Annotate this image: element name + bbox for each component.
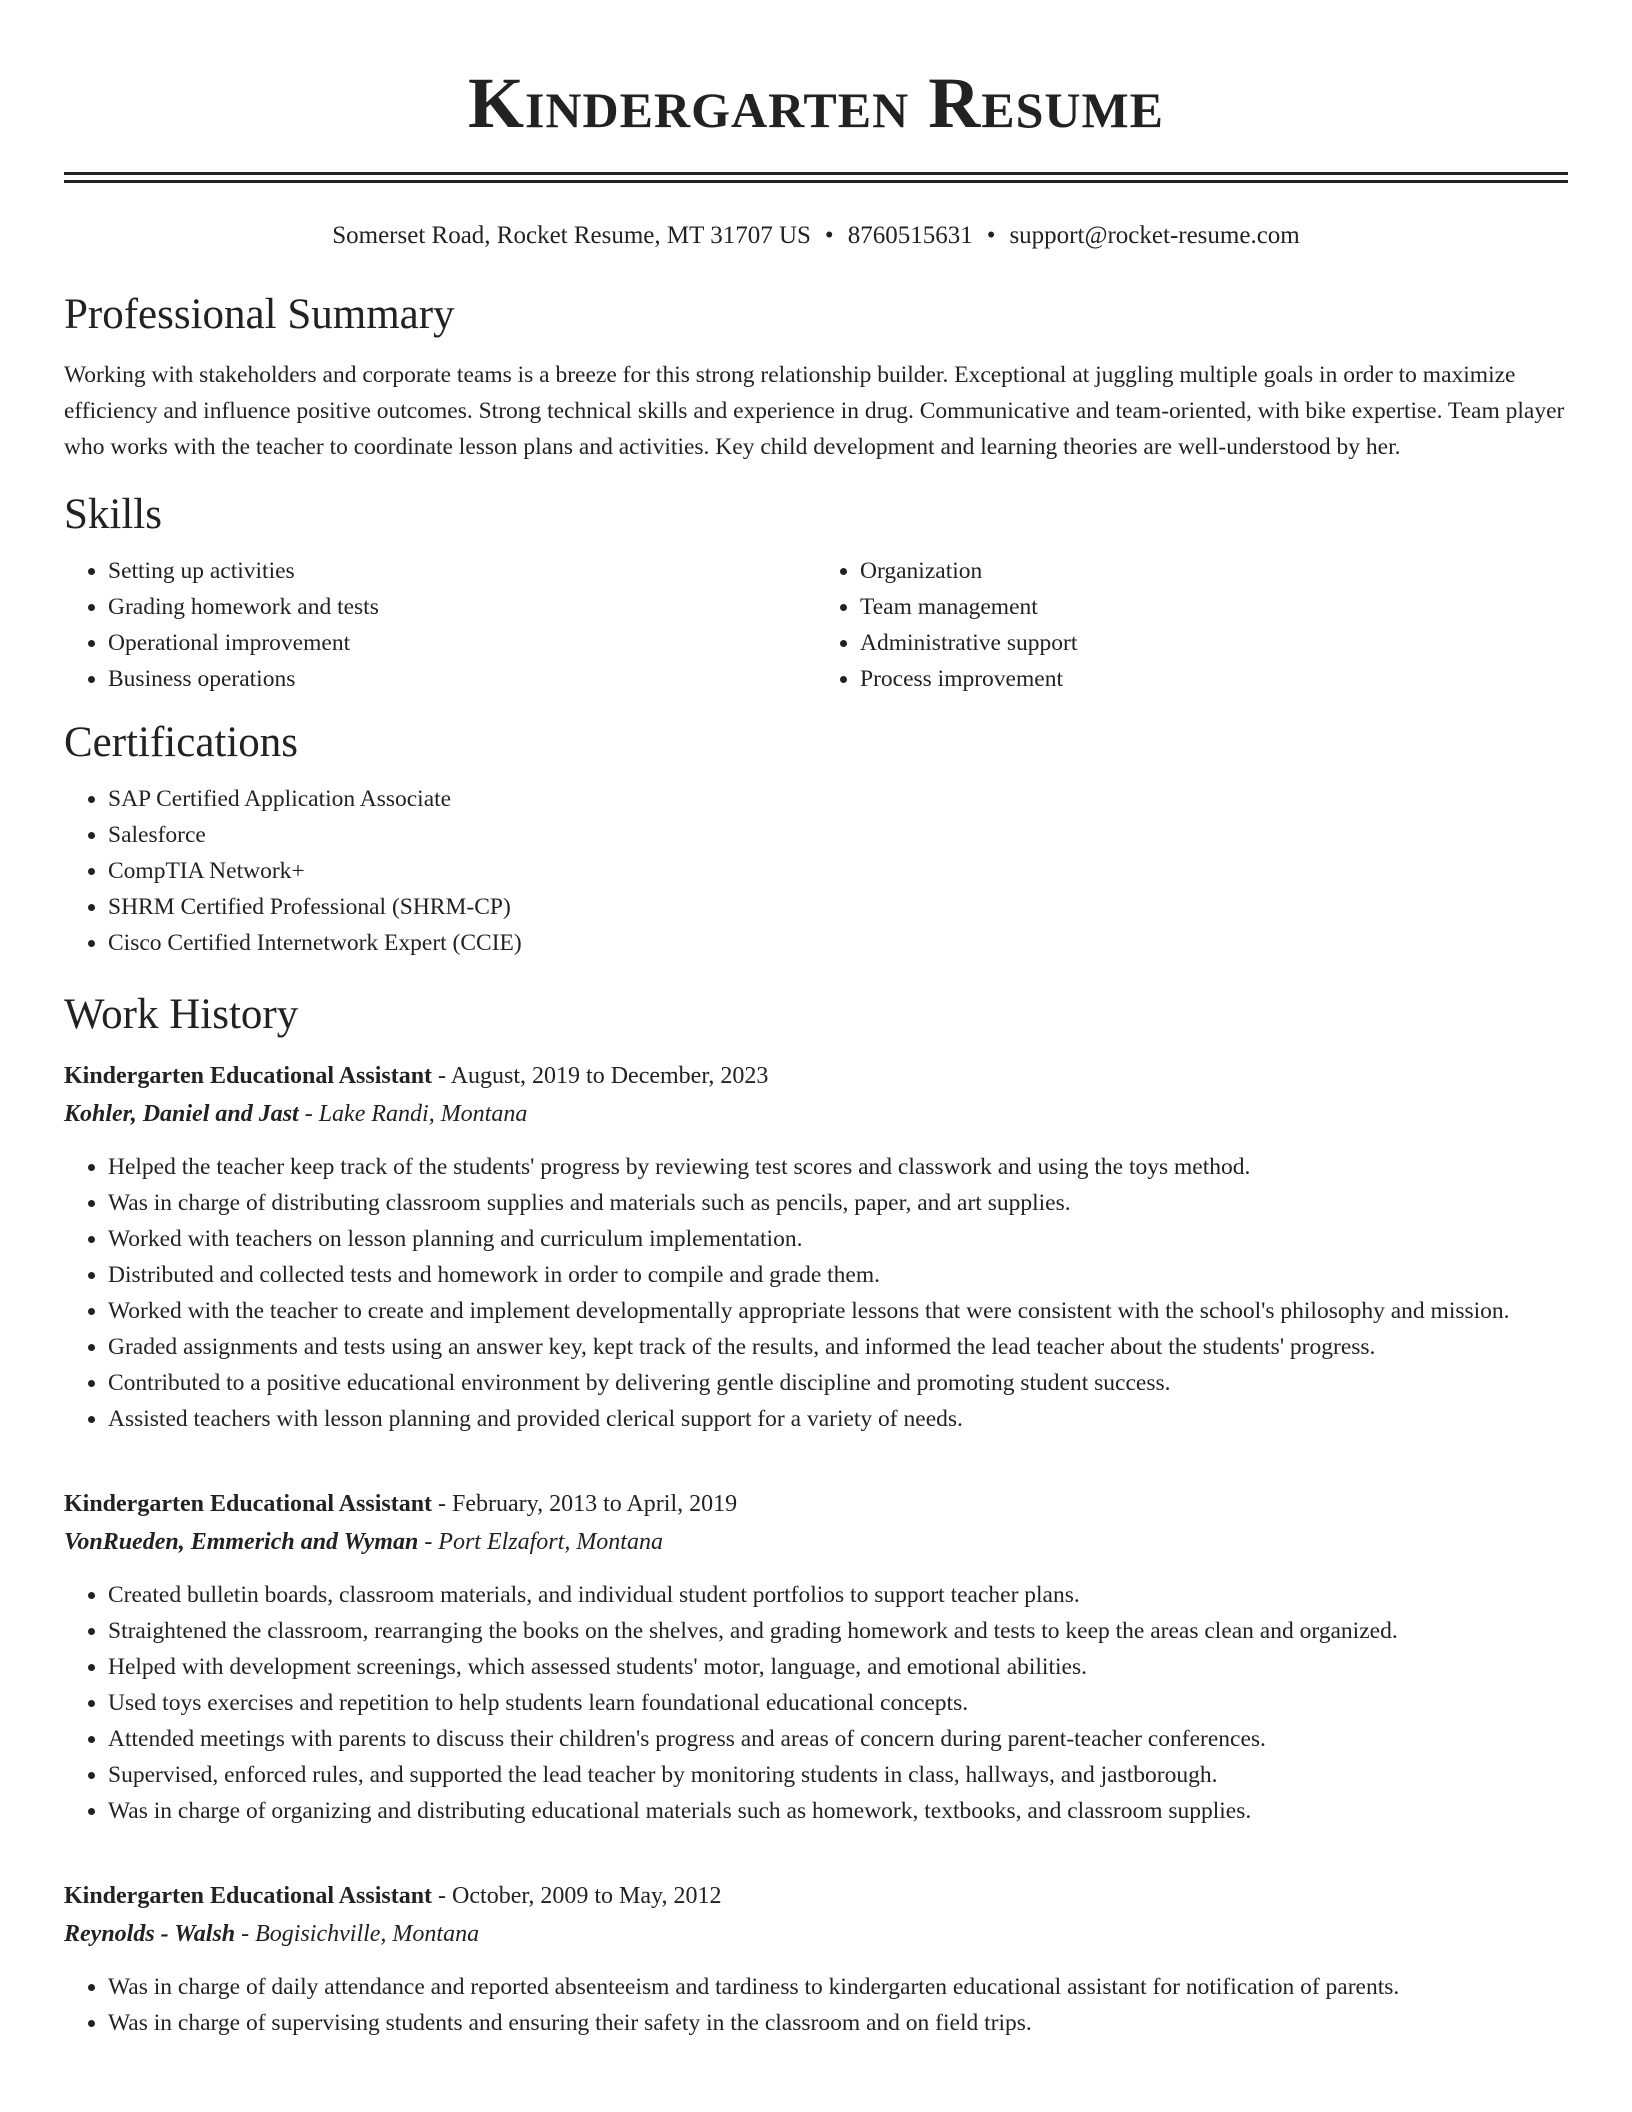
job-bullet: • Used toys exercises and repetition to help students learn foundational educational concepts. <box>108 1685 1568 1721</box>
contact-address: Somerset Road, Rocket Resume, MT 31707 US <box>332 222 811 249</box>
work-history-section <box>64 989 1568 2041</box>
skill-item: • Setting up activities <box>108 553 816 589</box>
summary-section <box>64 289 1568 465</box>
job-bullet: • Graded assignments and tests using an answer key, kept track of the results, and informed the lead teacher about the students' progress. <box>108 1329 1568 1365</box>
job-company: VonRueden, Emmerich and Wyman <box>64 1529 419 1555</box>
certification-item: • CompTIA Network+ <box>108 853 1568 889</box>
job-bullet: • Straightened the classroom, rearranging the books on the shelves, and grading homework and tests to keep the areas clean and organized. <box>108 1613 1568 1649</box>
contact-phone: 8760515631 <box>847 222 973 249</box>
work-history-heading: Work History <box>64 991 299 1038</box>
job-bullets <box>64 1969 1568 2041</box>
job-title-line <box>64 1057 1568 1095</box>
job-bullet: • Worked with the teacher to create and implement developmentally appropriate lessons that were consistent with the school's philosophy and mission. <box>108 1293 1568 1329</box>
job-title-line <box>64 1485 1568 1523</box>
job-bullet: • Was in charge of daily attendance and reported absenteeism and tardiness to kindergarten educational assistant for notification of parents. <box>108 1969 1568 2005</box>
job-role: Kindergarten Educational Assistant <box>64 1491 433 1517</box>
job-location: - Bogisichville, Montana <box>235 1921 480 1947</box>
skill-item: • Grading homework and tests <box>108 589 816 625</box>
certifications-section <box>64 717 1568 961</box>
contact-separator: • <box>824 222 834 249</box>
certification-item: • Salesforce <box>108 817 1568 853</box>
certification-item: • Cisco Certified Internetwork Expert (CCIE) <box>108 925 1568 961</box>
certifications-heading: Certifications <box>64 719 299 766</box>
skills-columns <box>64 553 1568 697</box>
job-bullet: • Created bulletin boards, classroom materials, and individual student portfolios to support teacher plans. <box>108 1577 1568 1613</box>
job-role: Kindergarten Educational Assistant <box>64 1883 433 1909</box>
job-bullet: • Attended meetings with parents to discuss their children's progress and areas of concern during parent-teacher conferences. <box>108 1721 1568 1757</box>
summary-heading: Professional Summary <box>64 291 455 338</box>
job-bullet: • Assisted teachers with lesson planning and provided clerical support for a variety of needs. <box>108 1401 1568 1437</box>
job-bullet: • Was in charge of organizing and distributing educational materials such as homework, textbooks, and classroom supplies. <box>108 1793 1568 1829</box>
job-company-line <box>64 1095 1568 1133</box>
skill-item: • Administrative support <box>860 625 1568 661</box>
job-entry <box>64 1485 1568 1829</box>
skill-item: • Process improvement <box>860 661 1568 697</box>
job-title-line <box>64 1877 1568 1915</box>
job-role: Kindergarten Educational Assistant <box>64 1063 433 1089</box>
title-divider-bottom <box>64 180 1568 183</box>
job-location: - Lake Randi, Montana <box>298 1101 528 1127</box>
resume-title: Kindergarten Resume <box>467 63 1165 143</box>
job-bullet: • Worked with teachers on lesson planning and curriculum implementation. <box>108 1221 1568 1257</box>
title-divider-top <box>64 172 1568 175</box>
skill-item: • Organization <box>860 553 1568 589</box>
job-bullet: • Helped the teacher keep track of the students' progress by reviewing test scores and classwork and using the toys method. <box>108 1149 1568 1185</box>
skill-item: • Operational improvement <box>108 625 816 661</box>
job-bullet: • Contributed to a positive educational environment by delivering gentle discipline and promoting student success. <box>108 1365 1568 1401</box>
job-entry <box>64 1877 1568 2041</box>
contact-line <box>64 219 1568 253</box>
job-company: Kohler, Daniel and Jast <box>64 1101 299 1127</box>
job-bullet: • Was in charge of distributing classroom supplies and materials such as pencils, paper, and art supplies. <box>108 1185 1568 1221</box>
summary-text: Working with stakeholders and corporate teams is a breeze for this strong relationship builder. Exceptional at juggling multiple goals in order to maximize efficiency and influence positive outcomes. Strong technical skills and experience in drug. Communicative and team-oriented, with bike expertise. Team player who works with the teacher to coordinate lesson plans and activities. Key child development and learning theories are well-understood by her. <box>64 362 1565 460</box>
job-entry <box>64 1057 1568 1437</box>
job-company-line <box>64 1915 1568 1953</box>
skills-section <box>64 489 1568 697</box>
job-company-line <box>64 1523 1568 1561</box>
skills-list-left <box>64 553 816 697</box>
certification-item: • SHRM Certified Professional (SHRM-CP) <box>108 889 1568 925</box>
contact-separator: • <box>986 222 996 249</box>
skill-item: • Business operations <box>108 661 816 697</box>
job-company: Reynolds - Walsh <box>64 1921 236 1947</box>
job-bullet: • Distributed and collected tests and homework in order to compile and grade them. <box>108 1257 1568 1293</box>
job-bullet: • Helped with development screenings, which assessed students' motor, language, and emotional abilities. <box>108 1649 1568 1685</box>
job-dates: - October, 2009 to May, 2012 <box>432 1883 722 1909</box>
skill-item: • Team management <box>860 589 1568 625</box>
contact-email: support@rocket-resume.com <box>1009 222 1300 249</box>
job-bullets <box>64 1577 1568 1829</box>
certification-item: • SAP Certified Application Associate <box>108 781 1568 817</box>
job-bullet: • Was in charge of supervising students and ensuring their safety in the classroom and on field trips. <box>108 2005 1568 2041</box>
job-dates: - February, 2013 to April, 2019 <box>432 1491 738 1517</box>
skills-heading: Skills <box>64 491 162 538</box>
job-bullets <box>64 1149 1568 1437</box>
certifications-list <box>64 781 1568 961</box>
skills-list-right <box>816 553 1568 697</box>
job-location: - Port Elzafort, Montana <box>418 1529 663 1555</box>
job-bullet: • Supervised, enforced rules, and supported the lead teacher by monitoring students in class, hallways, and jastborough. <box>108 1757 1568 1793</box>
job-dates: - August, 2019 to December, 2023 <box>432 1063 769 1089</box>
